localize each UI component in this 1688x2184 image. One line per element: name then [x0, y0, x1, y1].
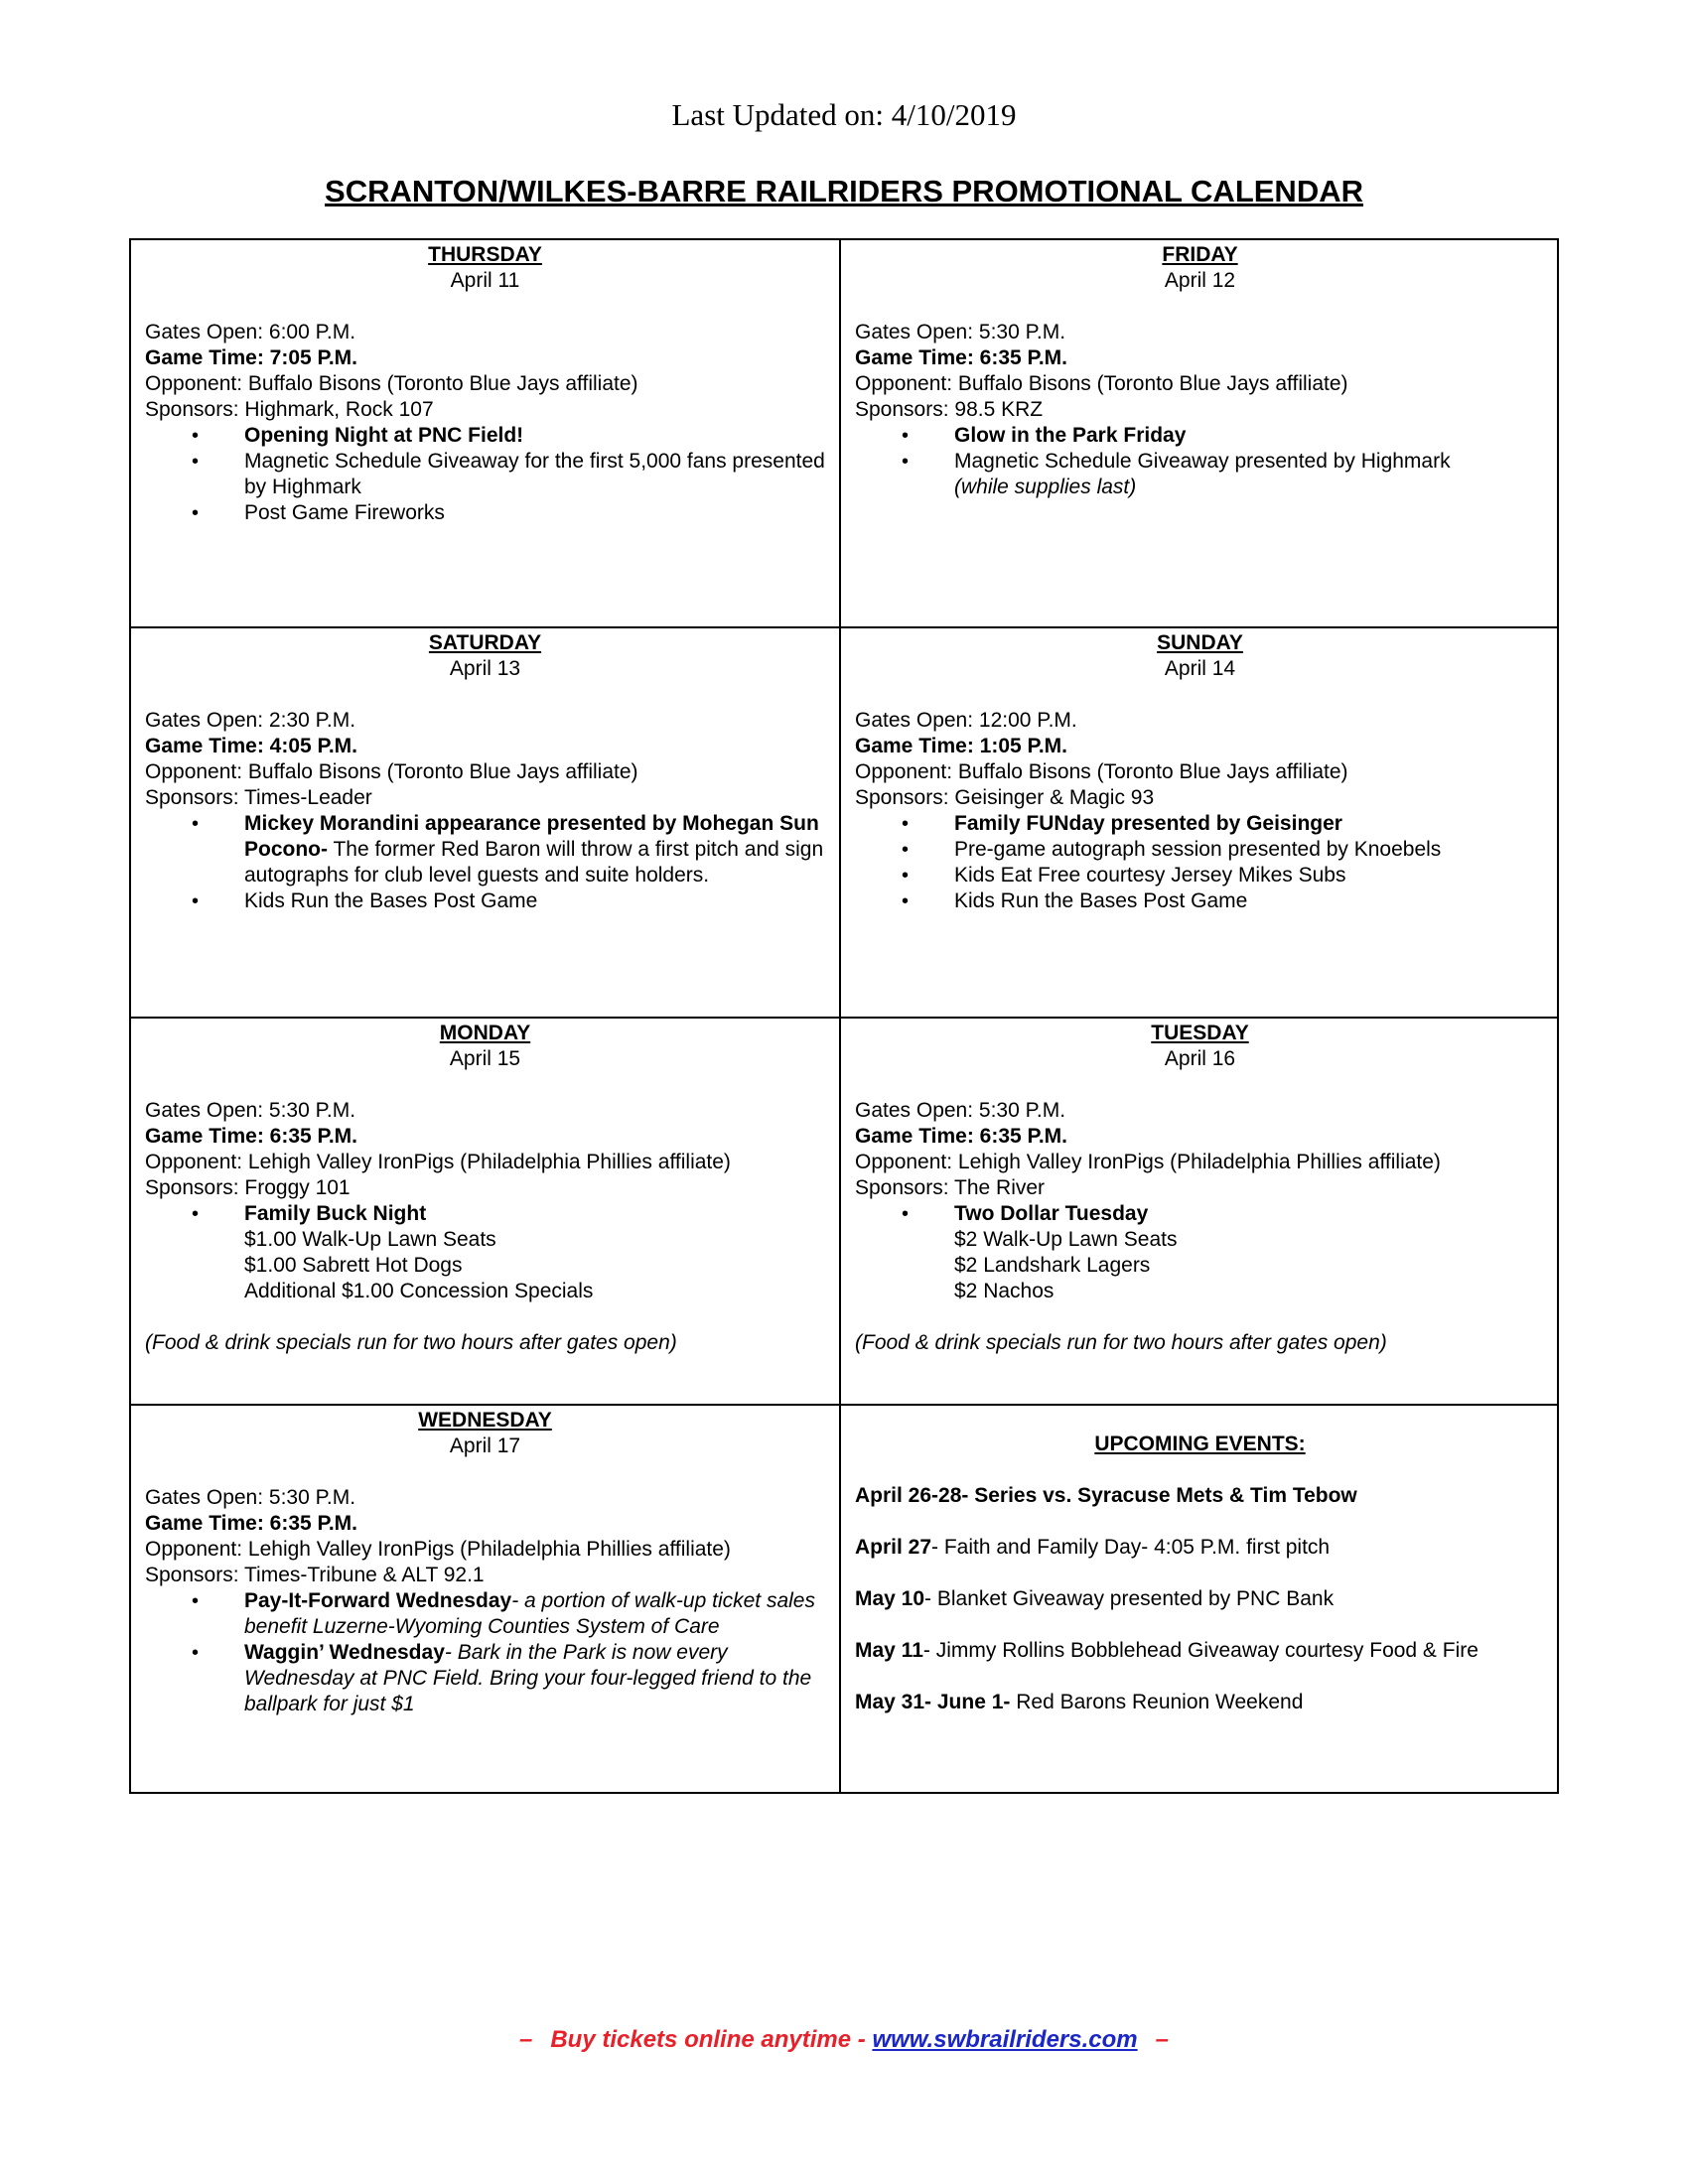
game-cell-monday: [131, 1019, 839, 1406]
game-time: Game Time: 6:35 P.M.: [145, 1512, 357, 1535]
promo-item: [192, 1640, 825, 1717]
bullet-icon: •: [192, 1203, 200, 1225]
event-date: April 26-28- Series vs. Syracuse Mets & Tim Tebow: [855, 1484, 1357, 1507]
promo-text: Kids Eat Free courtesy Jersey Mikes Subs: [954, 864, 1346, 887]
special-item: Additional $1.00 Concession Specials: [244, 1280, 594, 1302]
promo-item: [902, 863, 1545, 888]
special-item: $2 Landshark Lagers: [954, 1254, 1151, 1277]
gates-open: Gates Open: 2:30 P.M.: [145, 709, 356, 732]
gates-open: Gates Open: 12:00 P.M.: [855, 709, 1077, 732]
promo-list: [855, 1201, 1545, 1227]
promo-highlight: Glow in the Park Friday: [954, 424, 1187, 447]
upcoming-event: [855, 1483, 1545, 1509]
day-label: THURSDAY: [428, 243, 542, 266]
promo-note: (while supplies last): [954, 476, 1137, 498]
promo-item: [192, 1201, 825, 1227]
game-cell-sunday: [839, 628, 1559, 1019]
bullet-icon: •: [192, 502, 200, 524]
footer-ticket-banner: [0, 2026, 1688, 2054]
gates-open: Gates Open: 5:30 P.M.: [145, 1486, 356, 1509]
promo-item: [192, 449, 825, 500]
sponsors: Sponsors: Geisinger & Magic 93: [855, 786, 1155, 809]
special-item: $2 Walk-Up Lawn Seats: [954, 1228, 1178, 1251]
opponent: Opponent: Lehigh Valley IronPigs (Philadelphia Phillies affiliate): [145, 1151, 731, 1173]
specials-note: (Food & drink specials run for two hours after gates open): [855, 1331, 1387, 1354]
promo-item: [902, 811, 1545, 837]
bullet-icon: •: [902, 451, 910, 473]
sponsors: Sponsors: Times-Tribune & ALT 92.1: [145, 1564, 485, 1586]
promo-text: Kids Run the Bases Post Game: [954, 889, 1248, 912]
website-link[interactable]: www.swbrailriders.com: [872, 2026, 1138, 2053]
promo-highlight: Mickey Morandini appearance presented by Mohegan Sun Pocono-: [244, 812, 819, 861]
date-label: April 12: [1164, 269, 1236, 292]
date-label: April 16: [1164, 1047, 1236, 1070]
game-cell-saturday: [131, 628, 839, 1019]
promo-highlight: Family Buck Night: [244, 1202, 427, 1225]
last-updated: Last Updated on: 4/10/2019: [671, 97, 1017, 132]
upcoming-event: [855, 1638, 1545, 1664]
promo-highlight: Pay-It-Forward Wednesday: [244, 1589, 512, 1612]
game-cell-thursday: [131, 240, 839, 628]
upcoming-event: [855, 1586, 1545, 1612]
promo-text: Kids Run the Bases Post Game: [244, 889, 538, 912]
gates-open: Gates Open: 5:30 P.M.: [145, 1099, 356, 1122]
date-label: April 17: [449, 1434, 521, 1457]
promo-highlight: Opening Night at PNC Field!: [244, 424, 524, 447]
event-date: May 11: [855, 1639, 923, 1662]
promo-item: [192, 1588, 825, 1640]
promo-item: [902, 888, 1545, 914]
bullet-icon: •: [192, 890, 200, 912]
promo-highlight: Family FUNday presented by Geisinger: [954, 812, 1342, 835]
bullet-icon: •: [902, 425, 910, 447]
bullet-icon: •: [192, 1590, 200, 1612]
promo-list: [145, 423, 825, 526]
day-label: TUESDAY: [1151, 1022, 1249, 1044]
event-date: May 10: [855, 1587, 925, 1610]
footer-text: Buy tickets online anytime -: [550, 2026, 873, 2053]
promo-item: [902, 449, 1545, 500]
sponsors: Sponsors: Froggy 101: [145, 1176, 351, 1199]
game-time: Game Time: 6:35 P.M.: [855, 346, 1067, 369]
game-time: Game Time: 7:05 P.M.: [145, 346, 357, 369]
promo-note: - Bark in the Park is now every Wednesday at PNC Field. Bring your four-legged friend to the ballpark for just $1: [244, 1641, 812, 1715]
game-cell-wednesday: [131, 1406, 839, 1792]
game-time: Game Time: 6:35 P.M.: [145, 1125, 357, 1148]
promo-list: [145, 811, 825, 914]
promo-item: [902, 837, 1545, 863]
opponent: Opponent: Buffalo Bisons (Toronto Blue Jays affiliate): [855, 760, 1348, 783]
game-cell-tuesday: [839, 1019, 1559, 1406]
sponsors: Sponsors: Times-Leader: [145, 786, 372, 809]
bullet-icon: •: [902, 890, 910, 912]
page-title: SCRANTON/WILKES-BARRE RAILRIDERS PROMOTIONAL CALENDAR: [325, 174, 1363, 208]
promo-list: [145, 1201, 825, 1227]
specials-note: (Food & drink specials run for two hours after gates open): [145, 1331, 677, 1354]
bullet-icon: •: [902, 813, 910, 835]
day-label: SATURDAY: [428, 631, 542, 654]
promo-item: [192, 500, 825, 526]
promo-text: Magnetic Schedule Giveaway for the first 5,000 fans presented by Highmark: [244, 450, 825, 498]
event-text: - Faith and Family Day- 4:05 P.M. first pitch: [931, 1536, 1331, 1559]
opponent: Opponent: Lehigh Valley IronPigs (Philadelphia Phillies affiliate): [855, 1151, 1441, 1173]
gates-open: Gates Open: 5:30 P.M.: [855, 321, 1066, 343]
promo-list: [145, 1588, 825, 1717]
event-date: April 27: [855, 1536, 932, 1559]
event-date: May 31- June 1-: [855, 1691, 1011, 1713]
gates-open: Gates Open: 5:30 P.M.: [855, 1099, 1066, 1122]
footer-dash: –: [518, 2026, 533, 2053]
opponent: Opponent: Buffalo Bisons (Toronto Blue Jays affiliate): [145, 760, 638, 783]
upcoming-event: [855, 1690, 1545, 1715]
promo-highlight: Two Dollar Tuesday: [954, 1202, 1149, 1225]
special-item: $1.00 Walk-Up Lawn Seats: [244, 1228, 496, 1251]
promo-list: [855, 811, 1545, 914]
game-time: Game Time: 1:05 P.M.: [855, 735, 1067, 757]
upcoming-event: [855, 1535, 1545, 1561]
event-text: - Blanket Giveaway presented by PNC Bank: [924, 1587, 1335, 1610]
day-label: FRIDAY: [1162, 243, 1238, 266]
date-label: April 11: [450, 269, 520, 292]
promo-calendar-grid: [129, 238, 1559, 1794]
special-item: $2 Nachos: [954, 1280, 1055, 1302]
bullet-icon: •: [902, 839, 910, 861]
upcoming-events-cell: [839, 1406, 1559, 1792]
footer-dash: –: [1155, 2026, 1169, 2053]
game-time: Game Time: 6:35 P.M.: [855, 1125, 1067, 1148]
sponsors: Sponsors: Highmark, Rock 107: [145, 398, 434, 421]
opponent: Opponent: Lehigh Valley IronPigs (Philadelphia Phillies affiliate): [145, 1538, 731, 1561]
promo-list: [855, 423, 1545, 500]
promo-text: Magnetic Schedule Giveaway presented by Highmark: [954, 450, 1451, 473]
date-label: April 15: [449, 1047, 521, 1070]
upcoming-events-title: UPCOMING EVENTS:: [1094, 1433, 1306, 1455]
day-label: MONDAY: [439, 1022, 531, 1044]
game-cell-friday: [839, 240, 1559, 628]
promo-item: [902, 423, 1545, 449]
day-label: WEDNESDAY: [418, 1409, 552, 1432]
bullet-icon: •: [902, 865, 910, 887]
promo-item: [902, 1201, 1545, 1227]
gates-open: Gates Open: 6:00 P.M.: [145, 321, 356, 343]
sponsors: Sponsors: The River: [855, 1176, 1046, 1199]
opponent: Opponent: Buffalo Bisons (Toronto Blue Jays affiliate): [855, 372, 1348, 395]
promo-text: Pre-game autograph session presented by Knoebels: [954, 838, 1442, 861]
bullet-icon: •: [192, 1642, 200, 1664]
event-text: - Jimmy Rollins Bobblehead Giveaway courtesy Food & Fire: [922, 1639, 1478, 1662]
bullet-icon: •: [192, 451, 200, 473]
sponsors: Sponsors: 98.5 KRZ: [855, 398, 1044, 421]
promo-highlight: Waggin’ Wednesday: [244, 1641, 445, 1664]
bullet-icon: •: [192, 425, 200, 447]
special-item: $1.00 Sabrett Hot Dogs: [244, 1254, 463, 1277]
promo-text: Post Game Fireworks: [244, 501, 445, 524]
game-time: Game Time: 4:05 P.M.: [145, 735, 357, 757]
promo-item: [192, 423, 825, 449]
bullet-icon: •: [902, 1203, 910, 1225]
promo-note: - a portion of walk-up ticket sales benefit Luzerne-Wyoming Counties System of Care: [244, 1589, 815, 1638]
opponent: Opponent: Buffalo Bisons (Toronto Blue Jays affiliate): [145, 372, 638, 395]
promo-item: [192, 811, 825, 888]
promo-item: [192, 888, 825, 914]
promo-text: The former Red Baron will throw a first pitch and sign autographs for club level guests and suite holders.: [244, 838, 824, 887]
bullet-icon: •: [192, 813, 200, 835]
date-label: April 13: [449, 657, 521, 680]
day-label: SUNDAY: [1157, 631, 1243, 654]
event-text: Red Barons Reunion Weekend: [1010, 1691, 1304, 1713]
date-label: April 14: [1164, 657, 1236, 680]
